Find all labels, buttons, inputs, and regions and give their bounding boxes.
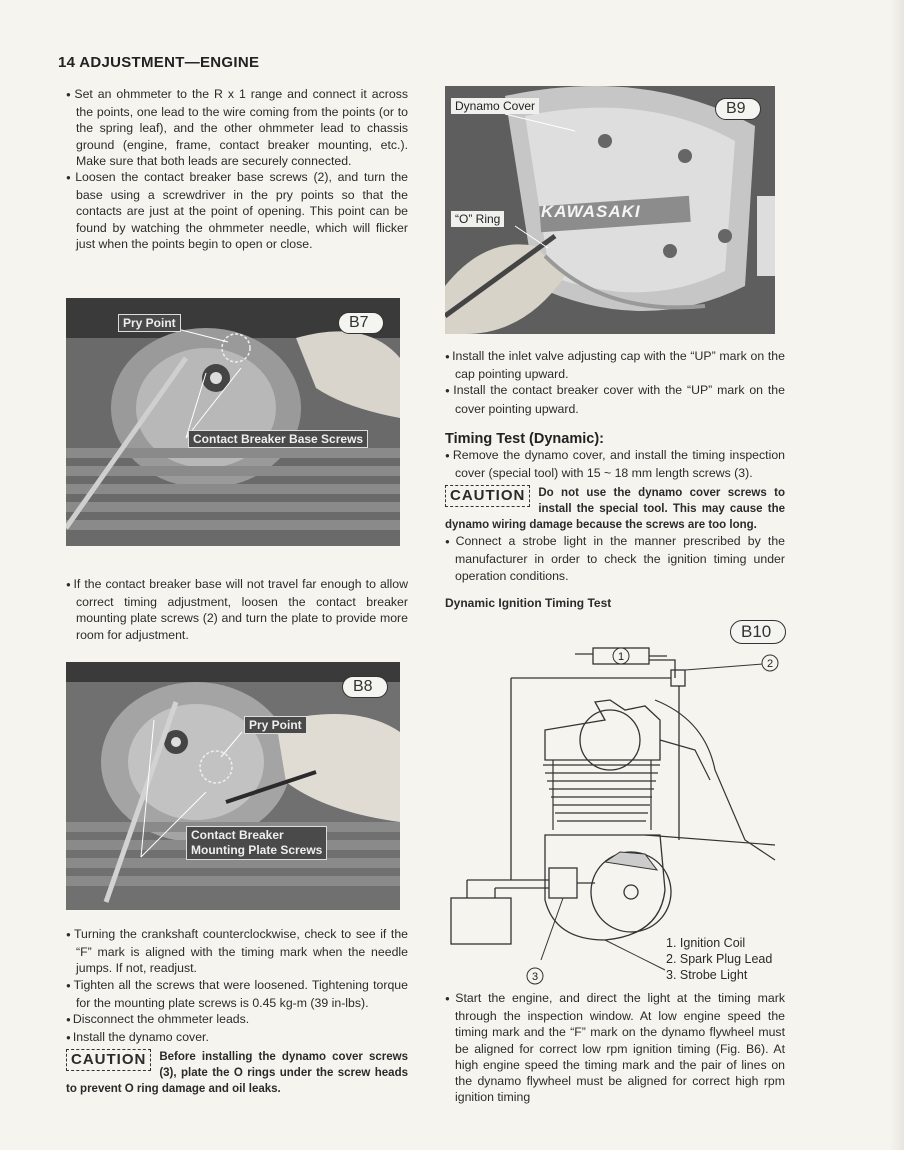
- bullet-breaker-cover: ● Install the contact breaker cover with the “UP” mark on the cover pointing upward.: [445, 382, 785, 416]
- bullet-loosen-base: ● Loosen the contact breaker base screws (2), and turn the base using a screwdriver in the pry points so that the contacts are just at the point of opening. This point can be found by watching the ohmmeter needle, which will flicker just when the points begin to open or close.: [66, 169, 408, 252]
- left-caution: [66, 1049, 408, 1097]
- b10-number-3: 3: [531, 971, 539, 983]
- b8-plate-label-line1: Contact Breaker: [191, 828, 284, 842]
- b9-o-ring-label: “O” Ring: [451, 211, 504, 227]
- right-bullets-bottom: [445, 990, 785, 1105]
- figure-b10-badge: B10: [730, 620, 786, 644]
- figure-b9-photo: [445, 86, 775, 334]
- b8-plate-label-line2: Mounting Plate Screws: [191, 843, 323, 857]
- bullet-remove-cover: ● Remove the dynamo cover, and install the timing inspection cover (special tool) with 15 ~ 18 mm length screws (3).: [445, 447, 785, 481]
- left-column: [66, 86, 408, 252]
- page-edge: [890, 0, 904, 1150]
- b8-plate-screws-label: [186, 826, 327, 860]
- bullet-ohmmeter: ● Set an ohmmeter to the R x 1 range and connect it across the points, one lead to the wire coming from the points (or to the spring leaf), and the other ohmmeter lead to chassis ground (engine, frame, contact breaker mounting, etc.). Make sure that both leads are securely connected.: [66, 86, 408, 169]
- bullet-mounting-plate: ● If the contact breaker base will not travel far enough to allow correct timing adjustment, loosen the contact breaker mounting plate screws (2) and turn the plate to provide more room for adjustment.: [66, 576, 408, 643]
- figure-b8-photo: [66, 662, 400, 910]
- caution-badge-right: CAUTION: [445, 485, 530, 507]
- caution-text-right: Do not use the dynamo cover screws to install the special tool. This may cause the dynamo wiring damage because the screws are too long.: [445, 487, 785, 532]
- left-bullets-bottom: [66, 926, 408, 1097]
- bullet-start-engine: ● Start the engine, and direct the light at the timing mark through the inspection window. At low engine speed the timing mark and the “F” mark on the dynamo flywheel must be aligned for correct low rpm ignition timing (Fig. B6). At high engine speed the timing mark and the pair of lines on the dynamo flywheel must be aligned for correct high rpm ignition timing: [445, 990, 785, 1105]
- b7-pry-point-label: Pry Point: [118, 314, 181, 332]
- bullet-disconnect: ● Disconnect the ohmmeter leads.: [66, 1011, 408, 1029]
- right-bullets-top: [445, 348, 785, 622]
- caution-badge-left: CAUTION: [66, 1049, 151, 1071]
- figure-b7-photo: [66, 298, 400, 546]
- diagram-title: Dynamic Ignition Timing Test: [445, 595, 612, 610]
- b10-legend-item-2: 2. Spark Plug Lead: [666, 952, 773, 966]
- b8-pry-point-label: Pry Point: [244, 716, 307, 734]
- page-header: 14 ADJUSTMENT—ENGINE: [58, 54, 260, 71]
- timing-test-title: Timing Test (Dynamic):: [445, 430, 604, 447]
- right-caution: [445, 485, 785, 533]
- b10-legend-item-3: 3. Strobe Light: [666, 968, 748, 982]
- left-bullets-mid: [66, 576, 408, 643]
- b9-kawasaki-brand: KAWASAKI: [541, 202, 641, 221]
- bullet-tighten: ● Tighten all the screws that were loosened. Tightening torque for the mounting plate screws is 0.45 kg-m (39 in-lbs).: [66, 977, 408, 1011]
- b10-legend-item-1: 1. Ignition Coil: [666, 936, 746, 950]
- left-bullets-top: [66, 86, 408, 252]
- bullet-crankshaft: ● Turning the crankshaft counterclockwise, check to see if the “F” mark is aligned with the timing mark when the needle jumps. If not, readjust.: [66, 926, 408, 977]
- bullet-strobe: ● Connect a strobe light in the manner prescribed by the manufacturer in order to check the ignition timing under operation conditions.: [445, 533, 785, 584]
- figure-b8-badge: B8: [342, 676, 388, 698]
- bullet-install-cover: ● Install the dynamo cover.: [66, 1029, 408, 1047]
- b7-base-screws-label: Contact Breaker Base Screws: [188, 430, 368, 448]
- figure-b7-badge: B7: [338, 312, 384, 334]
- caution-text-left: Before installing the dynamo cover screws (3), plate the O rings under the screw heads to prevent O ring damage and oil leaks.: [66, 1051, 408, 1096]
- b10-number-1: 1: [617, 651, 625, 663]
- figure-b10-diagram: [445, 640, 785, 985]
- bullet-inlet-cap: ● Install the inlet valve adjusting cap with the “UP” mark on the cap pointing upward.: [445, 348, 785, 382]
- b10-number-2: 2: [766, 658, 774, 670]
- figure-b9-badge: B9: [715, 98, 761, 120]
- b9-dynamo-cover-label: Dynamo Cover: [451, 98, 539, 114]
